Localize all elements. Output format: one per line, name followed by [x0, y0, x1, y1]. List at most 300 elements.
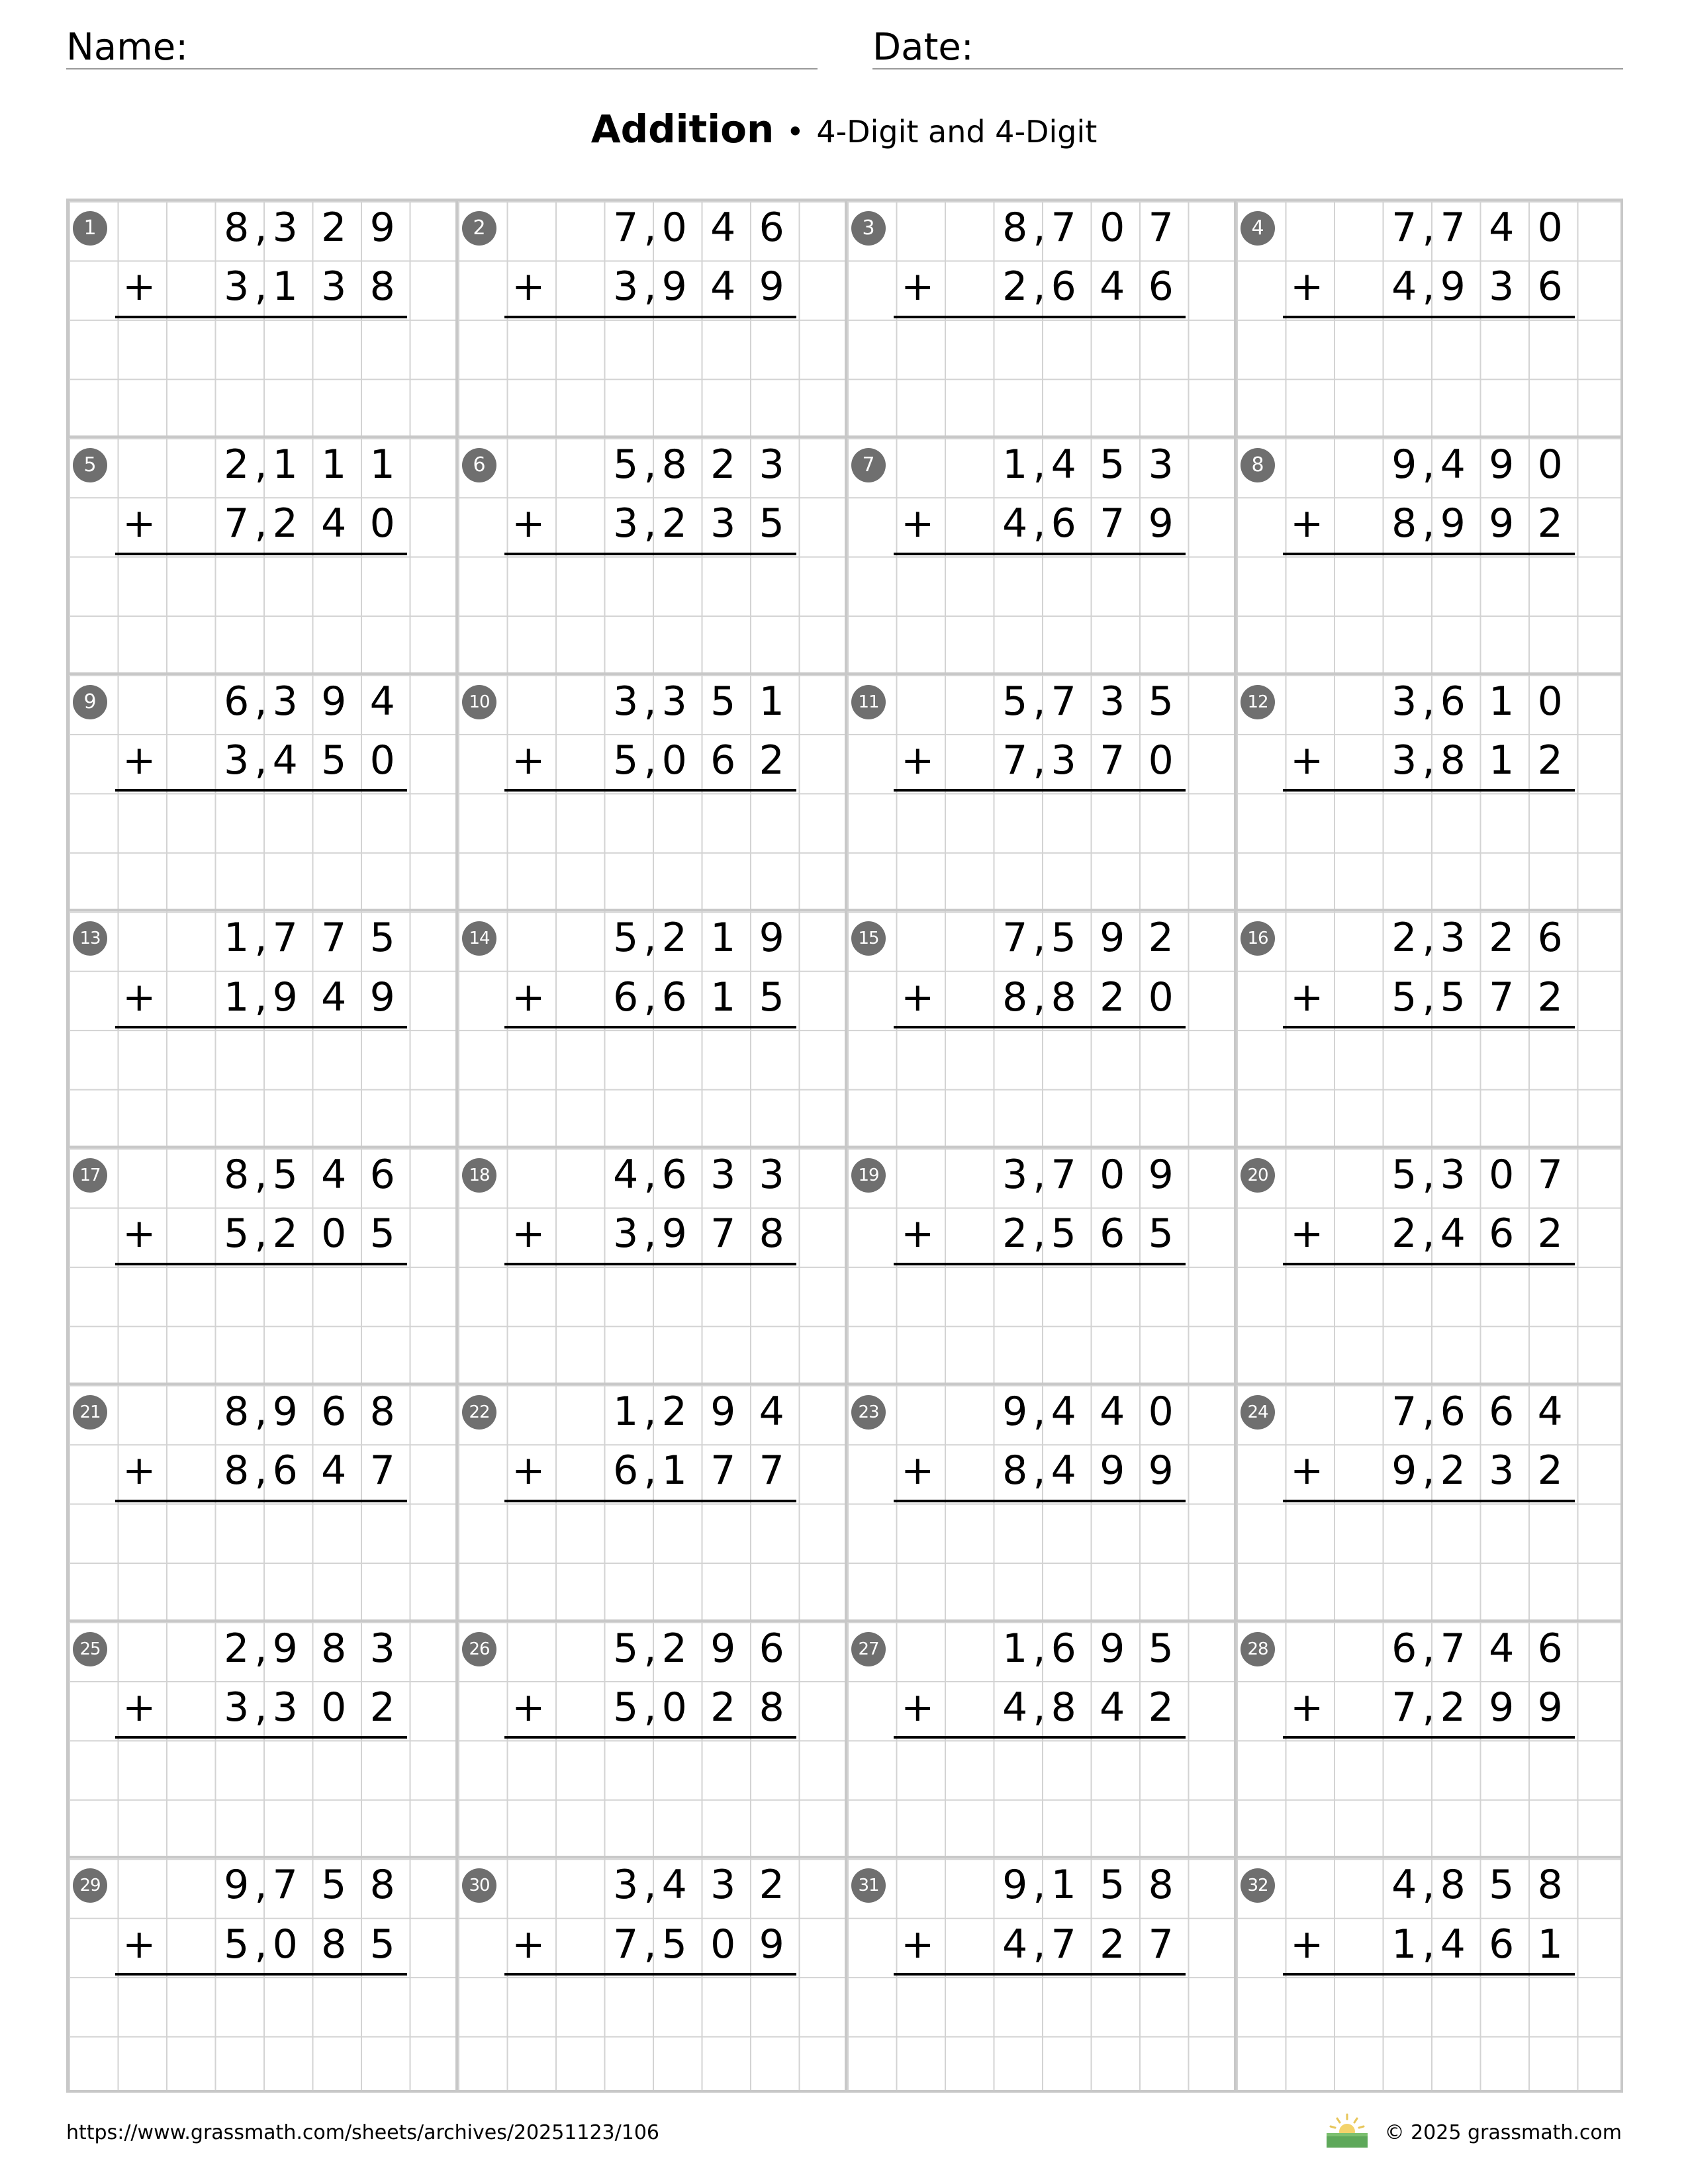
digit: 5: [1051, 1210, 1076, 1257]
digit: 0: [321, 1684, 347, 1731]
problem-31: [845, 1856, 1234, 2093]
digit: 7: [1051, 1152, 1076, 1198]
problem-number-badge: 13: [73, 921, 107, 956]
answer-area[interactable]: [504, 554, 796, 672]
digit: 9: [710, 1388, 736, 1435]
digit: 6: [1489, 1388, 1515, 1435]
thousands-separator: ,: [643, 678, 657, 725]
thousands-separator: ,: [254, 205, 267, 251]
digit: 1: [1489, 737, 1515, 784]
digit: 4: [321, 1152, 347, 1198]
answer-area[interactable]: [504, 1264, 796, 1383]
thousands-separator: ,: [1422, 1625, 1435, 1672]
digit: 2: [224, 441, 250, 488]
answer-area[interactable]: [115, 554, 407, 672]
digit: 3: [661, 678, 687, 725]
answer-area[interactable]: [894, 554, 1186, 672]
problem-18: [455, 1146, 845, 1383]
problem-12: [1234, 672, 1623, 909]
title-main: Addition: [590, 107, 774, 152]
digit: 7: [1100, 737, 1125, 784]
digit: 8: [1051, 1684, 1076, 1731]
digit: 3: [710, 500, 736, 547]
problem-23: [845, 1383, 1234, 1619]
plus-operator: +: [122, 1921, 156, 1968]
digit: 2: [1537, 500, 1563, 547]
thousands-separator: ,: [254, 1447, 267, 1494]
thousands-separator: ,: [1033, 263, 1046, 310]
digit: 4: [1051, 1388, 1076, 1435]
problem-number-badge: 27: [851, 1632, 886, 1666]
thousands-separator: ,: [1033, 500, 1046, 547]
digit: 7: [1391, 1388, 1417, 1435]
thousands-separator: ,: [1422, 205, 1435, 251]
digit: 2: [1100, 974, 1125, 1021]
digit: 8: [1391, 500, 1417, 547]
problem-3: [845, 199, 1234, 435]
problem-number-badge: 9: [73, 685, 107, 719]
thousands-separator: ,: [643, 1388, 657, 1435]
thousands-separator: ,: [1033, 1921, 1046, 1968]
digit: 2: [321, 205, 347, 251]
digit: 5: [1489, 1862, 1515, 1909]
digit: 9: [1100, 915, 1125, 962]
digit: 1: [1537, 1921, 1563, 1968]
digit: 6: [661, 974, 687, 1021]
digit: 7: [1489, 974, 1515, 1021]
problem-24: [1234, 1383, 1623, 1619]
digit: 5: [224, 1921, 250, 1968]
plus-operator: +: [901, 1921, 935, 1968]
digit: 3: [613, 263, 639, 310]
thousands-separator: ,: [254, 1388, 267, 1435]
problem-4: [1234, 199, 1623, 435]
digit: 4: [1537, 1388, 1563, 1435]
digit: 2: [1148, 1684, 1174, 1731]
thousands-separator: ,: [254, 1210, 267, 1257]
digit: 3: [1002, 1152, 1028, 1198]
plus-operator: +: [901, 1210, 935, 1257]
digit: 9: [661, 1210, 687, 1257]
digit: 5: [1002, 678, 1028, 725]
thousands-separator: ,: [254, 678, 267, 725]
digit: 5: [613, 1684, 639, 1731]
thousands-separator: ,: [1033, 1210, 1046, 1257]
thousands-separator: ,: [643, 915, 657, 962]
digit: 3: [272, 205, 298, 251]
digit: 6: [613, 974, 639, 1021]
answer-area[interactable]: [115, 1027, 407, 1146]
problem-8: [1234, 435, 1623, 672]
digit: 2: [1537, 974, 1563, 1021]
digit: 7: [1100, 500, 1125, 547]
digit: 5: [1051, 915, 1076, 962]
digit: 0: [1537, 205, 1563, 251]
digit: 6: [759, 1625, 784, 1672]
digit: 9: [1391, 1447, 1417, 1494]
digit: 3: [369, 1625, 395, 1672]
digit: 7: [321, 915, 347, 962]
digit: 3: [224, 1684, 250, 1731]
answer-area[interactable]: [504, 1501, 796, 1619]
digit: 8: [1440, 1862, 1466, 1909]
thousands-separator: ,: [1422, 1447, 1435, 1494]
plus-operator: +: [901, 500, 935, 547]
thousands-separator: ,: [1422, 1210, 1435, 1257]
digit: 2: [661, 1625, 687, 1672]
answer-area[interactable]: [1283, 790, 1575, 909]
digit: 2: [1489, 915, 1515, 962]
digit: 7: [1391, 1684, 1417, 1731]
answer-area[interactable]: [504, 1737, 796, 1856]
problem-29: [66, 1856, 455, 2093]
thousands-separator: ,: [643, 263, 657, 310]
digit: 6: [1440, 1388, 1466, 1435]
digit: 2: [272, 1210, 298, 1257]
digit: 9: [1002, 1862, 1028, 1909]
digit: 2: [1440, 1684, 1466, 1731]
answer-area[interactable]: [1283, 317, 1575, 435]
answer-area[interactable]: [894, 1264, 1186, 1383]
digit: 1: [1002, 441, 1028, 488]
digit: 3: [272, 1684, 298, 1731]
title-subtitle: 4-Digit and 4-Digit: [816, 114, 1098, 150]
plus-operator: +: [1290, 1210, 1324, 1257]
problem-15: [845, 909, 1234, 1146]
digit: 2: [369, 1684, 395, 1731]
digit: 2: [224, 1625, 250, 1672]
grass-sun-logo-icon: [1324, 2113, 1370, 2149]
plus-operator: +: [512, 1921, 545, 1968]
digit: 4: [613, 1152, 639, 1198]
digit: 5: [1148, 1210, 1174, 1257]
thousands-separator: ,: [1422, 678, 1435, 725]
digit: 2: [1002, 1210, 1028, 1257]
thousands-separator: ,: [643, 737, 657, 784]
problem-13: [66, 909, 455, 1146]
problem-10: [455, 672, 845, 909]
problem-number-badge: 8: [1241, 448, 1275, 482]
thousands-separator: ,: [1422, 1152, 1435, 1198]
title-separator: •: [786, 114, 804, 150]
digit: 5: [1100, 1862, 1125, 1909]
plus-operator: +: [512, 737, 545, 784]
problem-30: [455, 1856, 845, 2093]
digit: 2: [661, 1388, 687, 1435]
problem-grid: [66, 199, 1623, 2093]
digit: 5: [1148, 678, 1174, 725]
answer-area[interactable]: [504, 317, 796, 435]
thousands-separator: ,: [1422, 263, 1435, 310]
problem-number-badge: 28: [1241, 1632, 1275, 1666]
problem-number-badge: 20: [1241, 1158, 1275, 1193]
digit: 7: [224, 500, 250, 547]
digit: 3: [613, 1210, 639, 1257]
answer-area[interactable]: [1283, 1264, 1575, 1383]
thousands-separator: ,: [1422, 915, 1435, 962]
thousands-separator: ,: [254, 737, 267, 784]
digit: 0: [661, 737, 687, 784]
digit: 8: [321, 1921, 347, 1968]
digit: 3: [1391, 678, 1417, 725]
digit: 6: [1537, 263, 1563, 310]
digit: 9: [272, 1625, 298, 1672]
answer-area[interactable]: [1283, 1027, 1575, 1146]
digit: 2: [710, 1684, 736, 1731]
digit: 5: [613, 1625, 639, 1672]
digit: 0: [1148, 974, 1174, 1021]
digit: 0: [369, 500, 395, 547]
digit: 3: [1051, 737, 1076, 784]
footer-copyright: © 2025 grassmath.com: [1384, 2121, 1622, 2144]
digit: 3: [613, 678, 639, 725]
digit: 5: [613, 441, 639, 488]
digit: 9: [1440, 500, 1466, 547]
answer-area[interactable]: [894, 1737, 1186, 1856]
digit: 7: [272, 1862, 298, 1909]
digit: 1: [369, 441, 395, 488]
digit: 0: [661, 1684, 687, 1731]
problem-9: [66, 672, 455, 909]
problem-number-badge: 30: [462, 1868, 496, 1903]
digit: 4: [1440, 1921, 1466, 1968]
thousands-separator: ,: [254, 441, 267, 488]
problem-number-badge: 1: [73, 211, 107, 246]
digit: 3: [1440, 915, 1466, 962]
digit: 5: [1391, 1152, 1417, 1198]
problem-1: [66, 199, 455, 435]
answer-area[interactable]: [894, 1027, 1186, 1146]
problem-17: [66, 1146, 455, 1383]
thousands-separator: ,: [1033, 1447, 1046, 1494]
date-label: Date:: [872, 26, 974, 69]
digit: 6: [759, 205, 784, 251]
digit: 9: [1100, 1625, 1125, 1672]
digit: 3: [759, 1152, 784, 1198]
thousands-separator: ,: [254, 915, 267, 962]
digit: 4: [321, 974, 347, 1021]
digit: 5: [759, 974, 784, 1021]
digit: 7: [1148, 1921, 1174, 1968]
thousands-separator: ,: [643, 974, 657, 1021]
thousands-separator: ,: [254, 1152, 267, 1198]
digit: 5: [369, 915, 395, 962]
digit: 7: [613, 1921, 639, 1968]
problem-number-badge: 11: [851, 685, 886, 719]
digit: 3: [224, 263, 250, 310]
answer-area[interactable]: [1283, 1501, 1575, 1619]
plus-operator: +: [1290, 500, 1324, 547]
digit: 8: [1148, 1862, 1174, 1909]
digit: 3: [1440, 1152, 1466, 1198]
answer-area[interactable]: [504, 1974, 796, 2093]
digit: 5: [613, 737, 639, 784]
digit: 0: [321, 1210, 347, 1257]
answer-area[interactable]: [894, 317, 1186, 435]
problem-number-badge: 29: [73, 1868, 107, 1903]
problem-number-badge: 26: [462, 1632, 496, 1666]
digit: 9: [1489, 1684, 1515, 1731]
digit: 1: [1002, 1625, 1028, 1672]
plus-operator: +: [901, 974, 935, 1021]
digit: 7: [1002, 915, 1028, 962]
digit: 8: [224, 1447, 250, 1494]
digit: 9: [1537, 1684, 1563, 1731]
digit: 5: [369, 1210, 395, 1257]
digit: 6: [1489, 1210, 1515, 1257]
digit: 4: [759, 1388, 784, 1435]
thousands-separator: ,: [643, 441, 657, 488]
date-field-line[interactable]: [872, 68, 1623, 69]
digit: 9: [224, 1862, 250, 1909]
digit: 7: [369, 1447, 395, 1494]
digit: 4: [369, 678, 395, 725]
digit: 3: [1489, 263, 1515, 310]
answer-area[interactable]: [894, 790, 1186, 909]
digit: 2: [759, 737, 784, 784]
answer-area[interactable]: [1283, 1737, 1575, 1856]
problem-11: [845, 672, 1234, 909]
problem-26: [455, 1619, 845, 1856]
digit: 2: [1440, 1447, 1466, 1494]
digit: 1: [272, 263, 298, 310]
digit: 9: [1148, 1447, 1174, 1494]
digit: 3: [613, 1862, 639, 1909]
footer-url: https://www.grassmath.com/sheets/archives/20251123/106: [66, 2121, 660, 2144]
digit: 2: [661, 915, 687, 962]
digit: 3: [1100, 678, 1125, 725]
digit: 6: [1489, 1921, 1515, 1968]
plus-operator: +: [512, 1684, 545, 1731]
thousands-separator: ,: [1422, 1862, 1435, 1909]
digit: 8: [369, 1388, 395, 1435]
problem-number-badge: 22: [462, 1395, 496, 1430]
thousands-separator: ,: [254, 1862, 267, 1909]
digit: 4: [1489, 1625, 1515, 1672]
thousands-separator: ,: [254, 974, 267, 1021]
digit: 8: [1002, 1447, 1028, 1494]
plus-operator: +: [512, 974, 545, 1021]
answer-area[interactable]: [115, 317, 407, 435]
digit: 5: [321, 1862, 347, 1909]
answer-area[interactable]: [894, 1501, 1186, 1619]
digit: 7: [1051, 1921, 1076, 1968]
digit: 4: [1391, 1862, 1417, 1909]
problem-number-badge: 6: [462, 448, 496, 482]
digit: 4: [1440, 441, 1466, 488]
digit: 5: [1148, 1625, 1174, 1672]
problem-28: [1234, 1619, 1623, 1856]
digit: 0: [1148, 1388, 1174, 1435]
digit: 4: [1002, 1921, 1028, 1968]
answer-area[interactable]: [115, 1501, 407, 1619]
digit: 1: [613, 1388, 639, 1435]
digit: 4: [1002, 500, 1028, 547]
thousands-separator: ,: [254, 1921, 267, 1968]
digit: 8: [759, 1210, 784, 1257]
digit: 2: [272, 500, 298, 547]
digit: 0: [1489, 1152, 1515, 1198]
thousands-separator: ,: [254, 500, 267, 547]
problem-number-badge: 2: [462, 211, 496, 246]
digit: 9: [1148, 500, 1174, 547]
problem-number-badge: 5: [73, 448, 107, 482]
digit: 9: [759, 915, 784, 962]
answer-area[interactable]: [1283, 1974, 1575, 2093]
answer-area[interactable]: [504, 1027, 796, 1146]
thousands-separator: ,: [1033, 1388, 1046, 1435]
problem-20: [1234, 1146, 1623, 1383]
plus-operator: +: [512, 1447, 545, 1494]
answer-area[interactable]: [115, 1974, 407, 2093]
answer-area[interactable]: [115, 1264, 407, 1383]
digit: 5: [759, 500, 784, 547]
digit: 8: [1002, 974, 1028, 1021]
digit: 6: [1148, 263, 1174, 310]
digit: 2: [759, 1862, 784, 1909]
digit: 7: [1391, 205, 1417, 251]
thousands-separator: ,: [1033, 441, 1046, 488]
digit: 5: [224, 1210, 250, 1257]
thousands-separator: ,: [1422, 1921, 1435, 1968]
answer-area[interactable]: [115, 790, 407, 909]
digit: 7: [613, 205, 639, 251]
digit: 1: [224, 915, 250, 962]
name-field-line[interactable]: [66, 68, 818, 69]
digit: 7: [1002, 737, 1028, 784]
problem-number-badge: 24: [1241, 1395, 1275, 1430]
answer-area[interactable]: [1283, 554, 1575, 672]
digit: 3: [613, 500, 639, 547]
answer-area[interactable]: [894, 1974, 1186, 2093]
digit: 5: [661, 1921, 687, 1968]
answer-area[interactable]: [504, 790, 796, 909]
thousands-separator: ,: [1422, 737, 1435, 784]
digit: 4: [1440, 1210, 1466, 1257]
digit: 0: [661, 205, 687, 251]
problem-number-badge: 19: [851, 1158, 886, 1193]
digit: 6: [272, 1447, 298, 1494]
digit: 3: [224, 737, 250, 784]
digit: 6: [710, 737, 736, 784]
problem-5: [66, 435, 455, 672]
digit: 1: [759, 678, 784, 725]
answer-area[interactable]: [115, 1737, 407, 1856]
digit: 3: [1391, 737, 1417, 784]
digit: 0: [1537, 678, 1563, 725]
digit: 1: [661, 1447, 687, 1494]
problem-2: [455, 199, 845, 435]
digit: 6: [1051, 1625, 1076, 1672]
digit: 8: [1002, 205, 1028, 251]
problem-number-badge: 23: [851, 1395, 886, 1430]
digit: 8: [1051, 974, 1076, 1021]
problem-number-badge: 17: [73, 1158, 107, 1193]
thousands-separator: ,: [1422, 974, 1435, 1021]
digit: 9: [321, 678, 347, 725]
digit: 4: [1002, 1684, 1028, 1731]
digit: 6: [1440, 678, 1466, 725]
thousands-separator: ,: [254, 1625, 267, 1672]
problem-7: [845, 435, 1234, 672]
problem-6: [455, 435, 845, 672]
digit: 2: [1537, 1210, 1563, 1257]
problem-22: [455, 1383, 845, 1619]
digit: 4: [321, 500, 347, 547]
plus-operator: +: [1290, 737, 1324, 784]
digit: 5: [613, 915, 639, 962]
digit: 6: [661, 1152, 687, 1198]
